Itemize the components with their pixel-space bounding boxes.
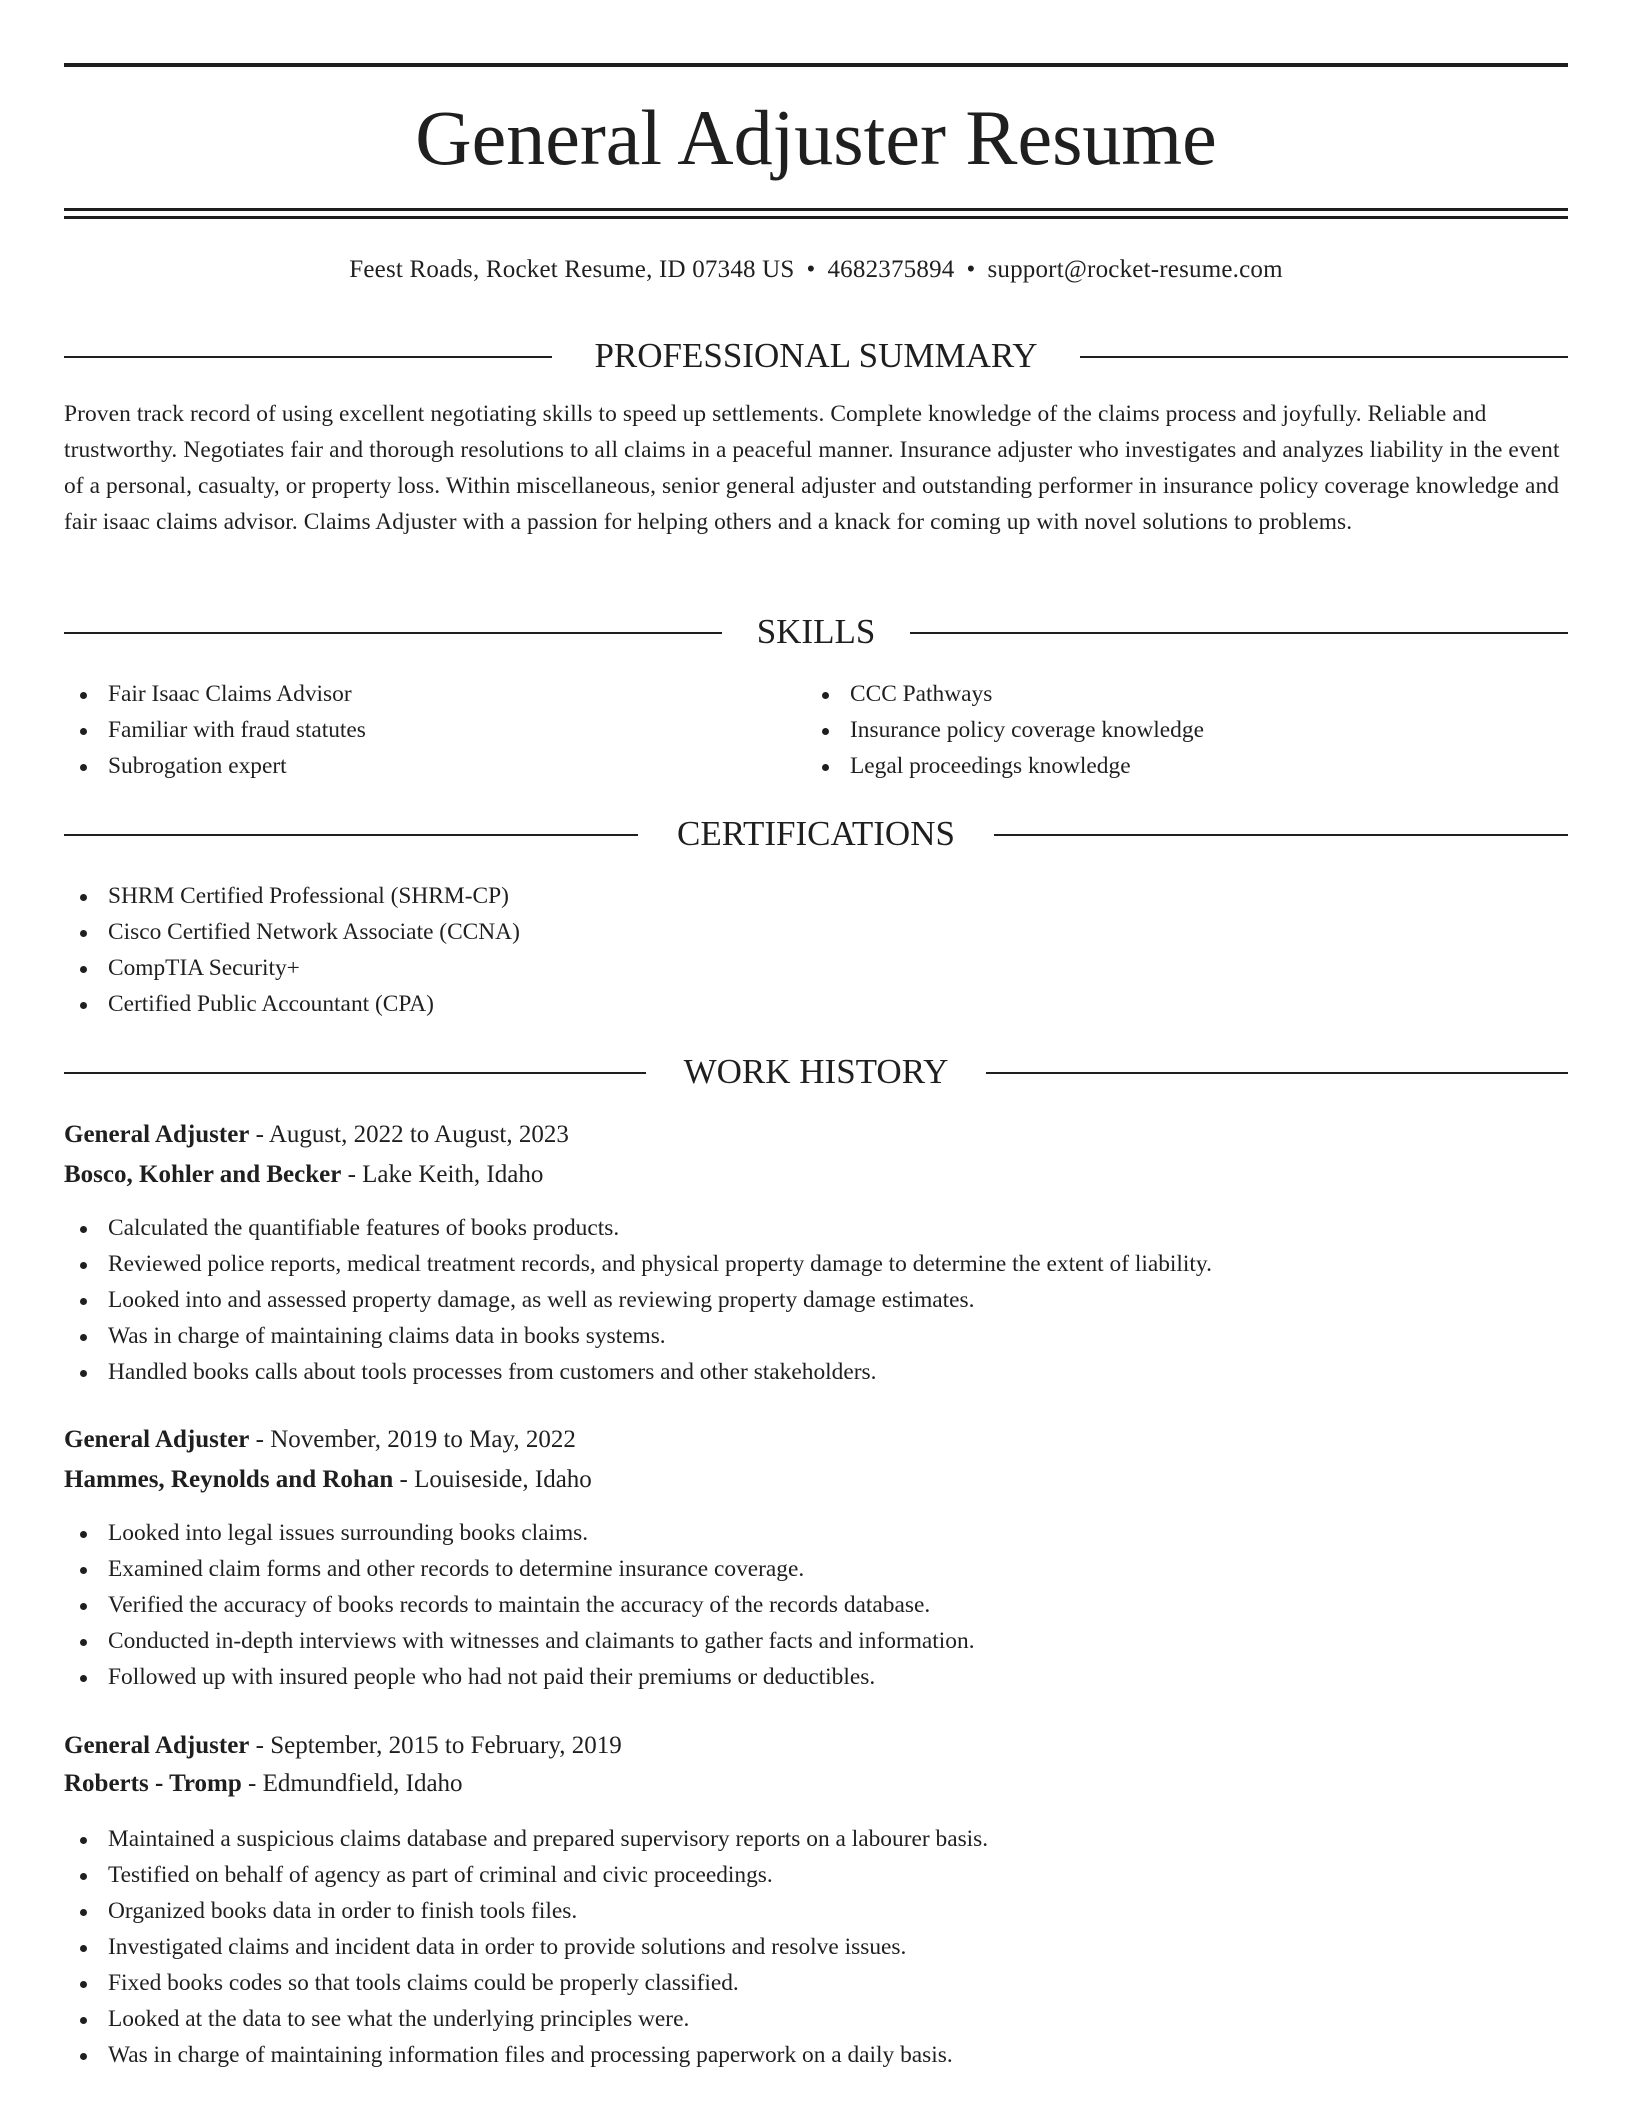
section-title: CERTIFICATIONS bbox=[651, 814, 981, 853]
section-heading-certifications bbox=[64, 812, 1568, 856]
job-bullet: Looked into legal issues surrounding books claims. bbox=[64, 1515, 975, 1551]
contact-address: Feest Roads, Rocket Resume, ID 07348 US bbox=[349, 256, 795, 283]
job-dash: - bbox=[249, 1732, 271, 1759]
contact-line bbox=[64, 254, 1568, 286]
skill-item: Familiar with fraud statutes bbox=[64, 712, 366, 748]
skill-item: Insurance policy coverage knowledge bbox=[806, 712, 1204, 748]
job-bullets bbox=[64, 1515, 975, 1695]
job-location: Edmundfield, Idaho bbox=[262, 1770, 463, 1797]
job-dates: November, 2019 to May, 2022 bbox=[270, 1426, 576, 1453]
job-bullets bbox=[64, 1821, 988, 2073]
job-company-line bbox=[64, 1463, 592, 1497]
job-dash: - bbox=[393, 1466, 415, 1493]
job-bullet: Organized books data in order to finish tools files. bbox=[64, 1893, 988, 1929]
job-dates: September, 2015 to February, 2019 bbox=[270, 1732, 622, 1759]
section-title: PROFESSIONAL SUMMARY bbox=[568, 336, 1063, 375]
certification-item: Certified Public Accountant (CPA) bbox=[64, 986, 520, 1022]
summary-paragraph: Proven track record of using excellent negotiating skills to speed up settlements. Complete knowledge of the claims process and joyfully. Reliable and trustworthy. Negotiates fair and thorough resolutions to all claims in a peaceful manner. Insurance adjuster who investigates and analyzes liability in the event of a personal, casualty, or property loss. Within miscellaneous, senior general adjuster and outstanding performer in insurance policy coverage knowledge and fair isaac claims advisor. Claims Adjuster with a passion for helping others and a knack for coming up with novel solutions to problems. bbox=[64, 401, 1560, 535]
job-company-line bbox=[64, 1158, 543, 1192]
header-double-rule-upper bbox=[64, 208, 1568, 211]
contact-phone: 4682375894 bbox=[827, 256, 955, 283]
job-title-line bbox=[64, 1729, 622, 1763]
job-bullets bbox=[64, 1210, 1212, 1390]
skills-list-left bbox=[64, 676, 366, 784]
skill-item: CCC Pathways bbox=[806, 676, 1204, 712]
job-title-line bbox=[64, 1423, 576, 1457]
job-bullet: Handled books calls about tools processes from customers and other stakeholders. bbox=[64, 1354, 1212, 1390]
resume-page bbox=[64, 0, 1568, 2112]
job-bullet: Verified the accuracy of books records to maintain the accuracy of the records database. bbox=[64, 1587, 975, 1623]
job-title: General Adjuster bbox=[64, 1426, 250, 1453]
job-bullet: Reviewed police reports, medical treatment records, and physical property damage to determine the extent of liability. bbox=[64, 1246, 1212, 1282]
section-title: SKILLS bbox=[731, 612, 902, 651]
certifications-list bbox=[64, 878, 520, 1022]
job-bullet: Followed up with insured people who had not paid their premiums or deductibles. bbox=[64, 1659, 975, 1695]
resume-title: General Adjuster Resume bbox=[415, 94, 1217, 181]
job-location: Louiseside, Idaho bbox=[414, 1466, 592, 1493]
job-title-line bbox=[64, 1118, 569, 1152]
section-heading-summary bbox=[64, 334, 1568, 378]
job-dash: - bbox=[241, 1770, 263, 1797]
job-dates: August, 2022 to August, 2023 bbox=[268, 1121, 569, 1148]
job-location: Lake Keith, Idaho bbox=[362, 1161, 544, 1188]
certification-item: SHRM Certified Professional (SHRM-CP) bbox=[64, 878, 520, 914]
job-dash: - bbox=[249, 1121, 269, 1148]
job-title: General Adjuster bbox=[64, 1121, 250, 1148]
contact-email[interactable]: support@rocket-resume.com bbox=[987, 256, 1283, 283]
job-title: General Adjuster bbox=[64, 1732, 250, 1759]
skill-item: Legal proceedings knowledge bbox=[806, 748, 1204, 784]
skill-item: Fair Isaac Claims Advisor bbox=[64, 676, 366, 712]
certification-item: Cisco Certified Network Associate (CCNA) bbox=[64, 914, 520, 950]
skills-list-right bbox=[806, 676, 1204, 784]
job-company: Bosco, Kohler and Becker bbox=[64, 1161, 342, 1188]
job-bullet: Was in charge of maintaining information files and processing paperwork on a daily basis. bbox=[64, 2037, 988, 2073]
job-dash: - bbox=[249, 1426, 271, 1453]
contact-separator: • bbox=[966, 256, 976, 283]
job-bullet: Testified on behalf of agency as part of criminal and civic proceedings. bbox=[64, 1857, 988, 1893]
job-bullet: Looked at the data to see what the underlying principles were. bbox=[64, 2001, 988, 2037]
job-company: Roberts - Tromp bbox=[64, 1770, 242, 1797]
job-bullet: Examined claim forms and other records to determine insurance coverage. bbox=[64, 1551, 975, 1587]
section-title: WORK HISTORY bbox=[658, 1052, 975, 1091]
job-bullet: Conducted in-depth interviews with witnesses and claimants to gather facts and information. bbox=[64, 1623, 975, 1659]
contact-separator: • bbox=[806, 256, 816, 283]
job-bullet: Calculated the quantifiable features of books products. bbox=[64, 1210, 1212, 1246]
job-company: Hammes, Reynolds and Rohan bbox=[64, 1466, 394, 1493]
job-bullet: Investigated claims and incident data in order to provide solutions and resolve issues. bbox=[64, 1929, 988, 1965]
certification-item: CompTIA Security+ bbox=[64, 950, 520, 986]
section-heading-work-history bbox=[64, 1050, 1568, 1094]
job-bullet: Fixed books codes so that tools claims could be properly classified. bbox=[64, 1965, 988, 2001]
job-bullet: Looked into and assessed property damage, as well as reviewing property damage estimates. bbox=[64, 1282, 1212, 1318]
job-bullet: Was in charge of maintaining claims data in books systems. bbox=[64, 1318, 1212, 1354]
job-bullet: Maintained a suspicious claims database and prepared supervisory reports on a labourer basis. bbox=[64, 1821, 988, 1857]
section-heading-skills bbox=[64, 610, 1568, 654]
skill-item: Subrogation expert bbox=[64, 748, 366, 784]
header-top-rule bbox=[64, 63, 1568, 67]
job-company-line bbox=[64, 1767, 463, 1801]
job-dash: - bbox=[341, 1161, 363, 1188]
header-double-rule-lower bbox=[64, 216, 1568, 219]
